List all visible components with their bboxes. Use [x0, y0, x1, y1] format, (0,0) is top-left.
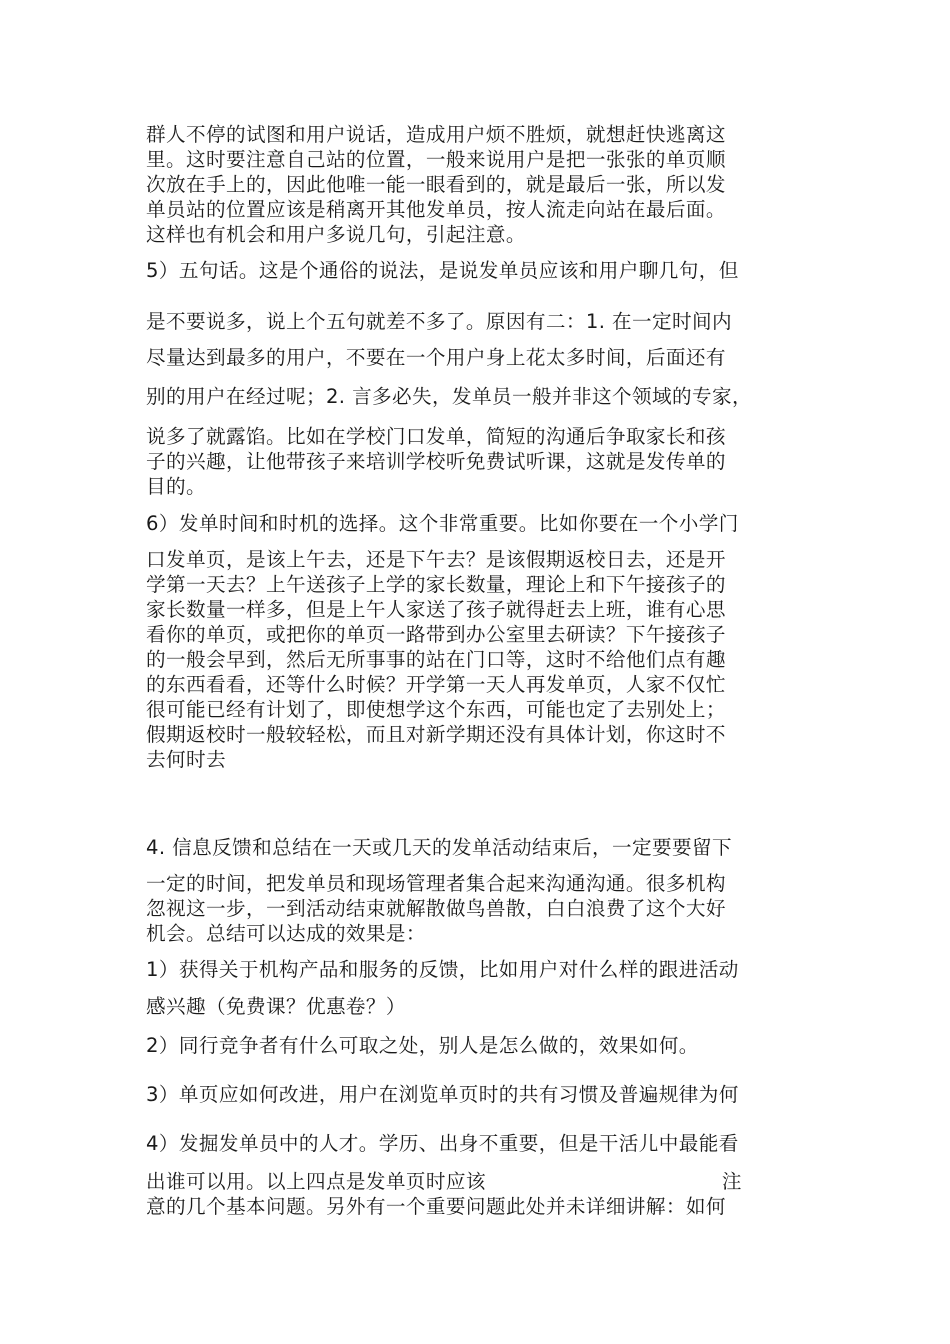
text-line: 1）获得关于机构产品和服务的反馈，比如用户对什么样的跟进活动 — [146, 958, 739, 981]
text-line: 这样也有机会和用户多说几句，引起注意。 — [146, 223, 526, 246]
text-line-split — [146, 1169, 742, 1195]
text-line: 4. 信息反馈和总结在一天或几天的发单活动结束后，一定要要留下 — [146, 836, 732, 859]
text-line: 看你的单页，或把你的单页一路带到办公室里去研读？下午接孩子 — [146, 623, 726, 646]
text-line: 5）五句话。这是个通俗的说法，是说发单员应该和用户聊几句，但 — [146, 259, 739, 282]
text-line: 4）发掘发单员中的人才。学历、出身不重要，但是干活儿中最能看 — [146, 1132, 739, 1155]
text-line: 口发单页，是该上午去，还是下午去？是该假期返校日去，还是开 — [146, 548, 726, 571]
text-line: 忽视这一步，一到活动结束就解散做鸟兽散，白白浪费了这个大好 — [146, 897, 726, 920]
text-line: 子的兴趣，让他带孩子来培训学校听免费试听课，这就是发传单的 — [146, 450, 726, 473]
text-line: 2）同行竞争者有什么可取之处，别人是怎么做的，效果如何。 — [146, 1034, 699, 1057]
text-fragment: 注 — [721, 1170, 742, 1193]
text-line: 一定的时间，把发单员和现场管理者集合起来沟通沟通。很多机构 — [146, 872, 726, 895]
text-line: 里。这时要注意自己站的位置，一般来说用户是把一张张的单页顺 — [146, 148, 726, 171]
text-line: 的东西看看，还等什么时候？开学第一天人再发单页，人家不仅忙 — [146, 673, 726, 696]
text-line: 的一般会早到，然后无所事事的站在门口等，这时不给他们点有趣 — [146, 648, 726, 671]
text-line: 群人不停的试图和用户说话，造成用户烦不胜烦，就想赶快逃离这 — [146, 123, 726, 146]
text-line: 机会。总结可以达成的效果是： — [146, 922, 426, 945]
text-line: 尽量达到最多的用户，不要在一个用户身上花太多时间，后面还有 — [146, 346, 726, 369]
text-line: 学第一天去？上午送孩子上学的家长数量，理论上和下午接孩子的 — [146, 573, 726, 596]
text-line: 家长数量一样多，但是上午人家送了孩子就得赶去上班，谁有心思 — [146, 598, 726, 621]
text-line: 说多了就露馅。比如在学校门口发单，简短的沟通后争取家长和孩 — [146, 425, 726, 448]
text-line: 3）单页应如何改进，用户在浏览单页时的共有习惯及普遍规律为何 — [146, 1083, 739, 1106]
text-line: 很可能已经有计划了，即使想学这个东西，可能也定了去别处上； — [146, 698, 726, 721]
text-line: 假期返校时一般较轻松，而且对新学期还没有具体计划，你这时不 — [146, 723, 726, 746]
text-line: 意的几个基本问题。另外有一个重要问题此处并未详细讲解：如何 — [146, 1195, 726, 1218]
text-line: 单员站的位置应该是稍离开其他发单员，按人流走向站在最后面。 — [146, 198, 726, 221]
text-line: 去何时去 — [146, 748, 226, 771]
text-line: 次放在手上的，因此他唯一能一眼看到的，就是最后一张，所以发 — [146, 173, 726, 196]
text-line: 别的用户在经过呢；2. 言多必失，发单员一般并非这个领域的专家， — [146, 385, 752, 408]
text-line: 是不要说多，说上个五句就差不多了。原因有二：1. 在一定时间内 — [146, 310, 732, 333]
text-fragment: 出谁可以用。以上四点是发单页时应该 — [146, 1170, 486, 1193]
text-line: 6）发单时间和时机的选择。这个非常重要。比如你要在一个小学门 — [146, 512, 739, 535]
text-line: 感兴趣（免费课？优惠卷？） — [146, 995, 406, 1018]
text-line: 目的。 — [146, 475, 206, 498]
